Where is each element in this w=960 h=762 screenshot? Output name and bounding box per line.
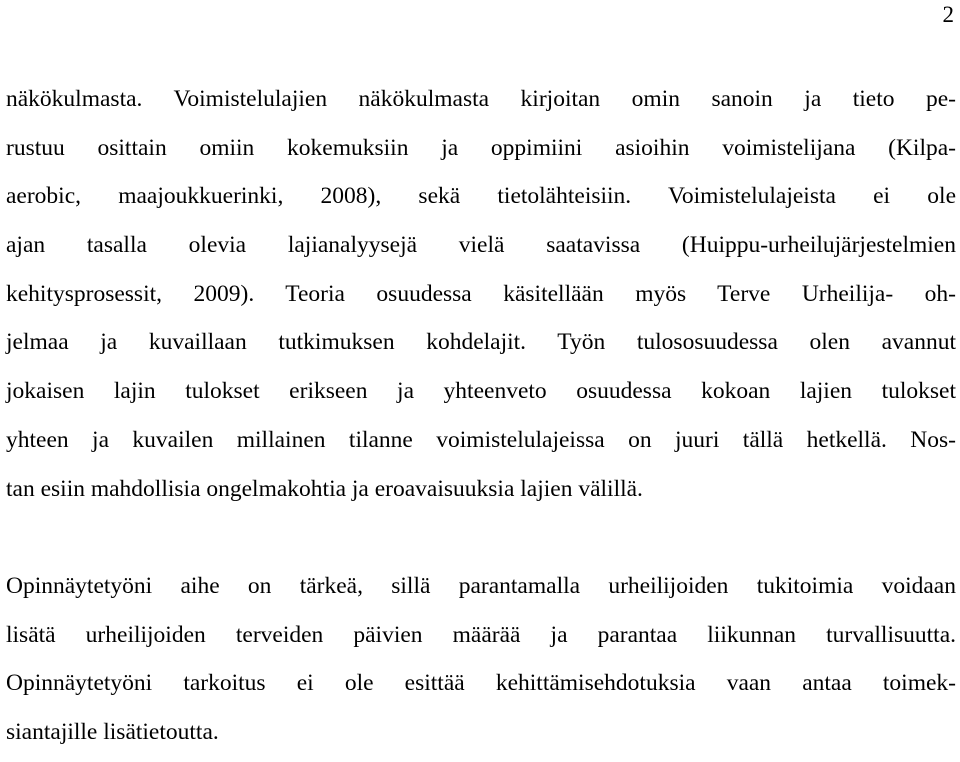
text-line: kehitysprosessit, 2009). Teoria osuudessa käsitellään myös Terve Urheilija- oh- [6, 280, 956, 307]
text-line: jelmaa ja kuvaillaan tutkimuksen kohdelajit. Työn tulososuudessa olen avannut [6, 329, 956, 356]
text-line: tan esiin mahdollisia ongelmakohtia ja eroavaisuuksia lajien välillä. [6, 475, 643, 502]
text-line: lisätä urheilijoiden terveiden päivien määrää ja parantaa liikunnan turvallisuutta. [6, 621, 956, 648]
text-line: näkökulmasta. Voimistelulajien näkökulmasta kirjoitan omin sanoin ja tieto pe- [6, 86, 956, 112]
text-line: yhteen ja kuvailen millainen tilanne voimistelulajeissa on juuri tällä hetkellä. Nos- [6, 426, 956, 453]
document-body [6, 75, 956, 757]
paragraph-2 [6, 562, 956, 757]
paragraph-1 [6, 75, 956, 513]
text-line: Opinnäytetyöni aihe on tärkeä, sillä parantamalla urheilijoiden tukitoimia voidaan [6, 572, 956, 599]
text-line: aerobic, maajoukkuerinki, 2008), sekä tietolähteisiin. Voimistelulajeista ei ole [6, 183, 956, 210]
text-line: jokaisen lajin tulokset erikseen ja yhteenveto osuudessa kokoan lajien tulokset [6, 378, 956, 405]
text-line: Opinnäytetyöni tarkoitus ei ole esittää kehittämisehdotuksia vaan antaa toimek- [6, 670, 956, 697]
text-line: siantajille lisätietoutta. [6, 718, 219, 745]
text-line: rustuu osittain omiin kokemuksiin ja oppimiini asioihin voimistelijana (Kilpa- [6, 134, 956, 161]
page-number: 2 [942, 2, 954, 27]
paragraph-spacer [6, 513, 956, 562]
text-line: ajan tasalla olevia lajianalyysejä vielä saatavissa (Huippu-urheilujärjestelmien [6, 232, 956, 259]
